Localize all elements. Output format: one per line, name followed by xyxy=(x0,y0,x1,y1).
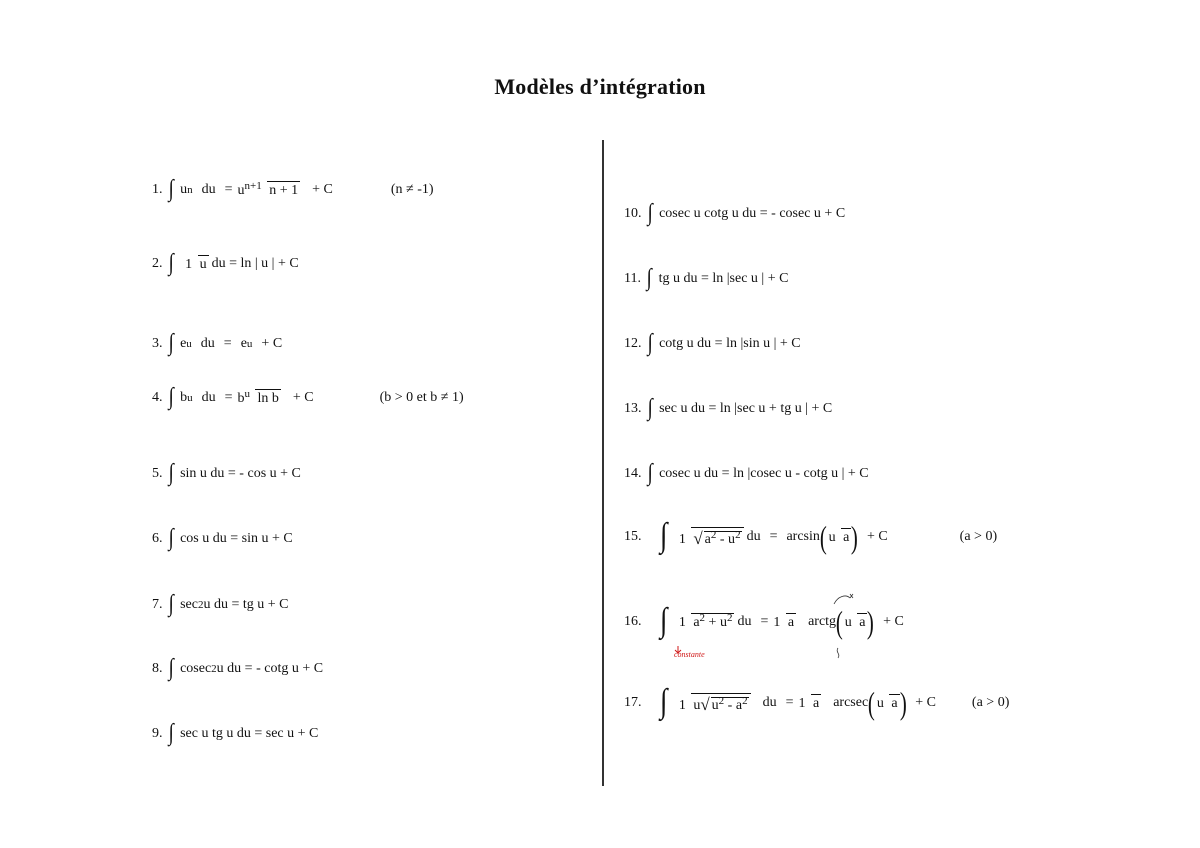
exponent: 2 xyxy=(718,694,725,707)
formula-7: 7. ∫ sec 2 u du = tg u + C xyxy=(152,591,289,617)
term: e xyxy=(180,336,187,351)
expression: sec u du = ln |sec u + tg u | + C xyxy=(659,401,833,416)
numerator: 1 xyxy=(678,697,686,713)
term: b xyxy=(237,391,245,406)
integral-sign: ∫ xyxy=(168,525,174,551)
formula-number: 4. xyxy=(152,390,163,405)
exponent: 2 xyxy=(710,528,717,541)
expression: tg u du = ln |sec u | + C xyxy=(658,271,789,286)
integral-sign: ∫ xyxy=(168,250,174,276)
formula-13 xyxy=(624,397,832,421)
formula-5 xyxy=(152,462,301,486)
formula-4: 4. ∫ b u du = $b^u$ ln b + C (b > 0 et b ≠ 1) xyxy=(152,384,464,410)
differential: du xyxy=(737,614,752,629)
expression: cos u du = sin u + C xyxy=(180,531,293,546)
fraction xyxy=(875,694,900,712)
denominator: u xyxy=(199,257,207,272)
denominator: a xyxy=(812,696,820,711)
integral-sign: ∫ xyxy=(646,265,652,291)
denominator: n + 1 xyxy=(269,183,299,198)
exponent: 2 xyxy=(726,612,733,624)
formula-16: 16. ∫ 1 $a^2 + u^2$ du = 1 a arctg ( u a ) + C xyxy=(624,602,904,640)
function-name: arcsec xyxy=(833,695,869,710)
formula-3: 3. ∫ e u du = e u + C xyxy=(152,330,283,356)
condition: (b > 0 et b ≠ 1) xyxy=(379,390,464,405)
formula-number: 10. xyxy=(624,206,642,221)
term: e xyxy=(240,336,247,351)
integral-sign: ∫ xyxy=(659,683,667,720)
integral-sign: ∫ xyxy=(659,602,667,639)
term: cosec xyxy=(180,661,212,676)
term: b xyxy=(180,390,188,405)
formula-12 xyxy=(624,332,801,356)
exponent: 2 xyxy=(742,694,748,707)
formula-number: 17. xyxy=(624,695,642,710)
handwritten-note: constante xyxy=(674,650,705,659)
denominator: ln b xyxy=(257,391,279,406)
integral-sign: ∫ xyxy=(168,460,174,486)
fraction xyxy=(677,613,735,631)
numerator: 1 xyxy=(678,531,686,547)
integral-sign: ∫ xyxy=(168,655,174,681)
function-name: arctg xyxy=(808,614,837,629)
square-root: √ $u^2 - a^2$ xyxy=(700,694,748,714)
constant: + C xyxy=(312,182,333,197)
integral-sign: ∫ xyxy=(647,200,653,226)
exponent: 2 xyxy=(699,612,706,624)
differential: du xyxy=(201,182,216,197)
denominator: a xyxy=(787,615,795,630)
numerator: 1 xyxy=(185,257,193,272)
formula-number: 16. xyxy=(624,614,642,629)
equals: = xyxy=(769,529,778,544)
exponent: n+1 xyxy=(244,180,262,192)
denominator: a xyxy=(859,615,866,630)
denominator: a xyxy=(843,530,850,545)
column-divider xyxy=(602,140,604,786)
expression: cosec u du = ln |cosec u - cotg u | + C xyxy=(659,466,869,481)
equals: = xyxy=(785,695,794,710)
formula-number: 14. xyxy=(624,466,642,481)
equals: = xyxy=(223,336,232,351)
integral-sign: ∫ xyxy=(168,330,174,356)
handwritten-mark-icon xyxy=(830,592,860,667)
term: u xyxy=(693,697,701,713)
coefficient-fraction xyxy=(796,694,821,712)
formula-1: 1. ∫ u n du = $u^{n+1}$ n + 1 + C (n ≠ -1) xyxy=(152,176,434,202)
fraction xyxy=(677,693,751,714)
coefficient-fraction xyxy=(771,613,796,631)
term: a xyxy=(693,615,700,630)
term: u xyxy=(237,183,245,198)
formula-17: 17. ∫ 1 u√ $u^2 - a^2$ du = 1 a arcsec ( u a ) + C (a > 0) xyxy=(624,683,1010,721)
numerator: u xyxy=(828,530,836,545)
formula-number: 13. xyxy=(624,401,642,416)
constant: + C xyxy=(866,529,888,544)
term: - a xyxy=(724,697,743,713)
fraction xyxy=(183,255,209,273)
condition: (a > 0) xyxy=(959,529,998,544)
fraction xyxy=(235,181,300,199)
expression: sin u du = - cos u + C xyxy=(180,466,301,481)
differential: du xyxy=(200,336,215,351)
fraction xyxy=(235,389,280,407)
condition: (n ≠ -1) xyxy=(390,182,434,197)
square-root: √ $a^2 - u^2$ xyxy=(693,528,741,548)
formula-number: 6. xyxy=(152,531,163,546)
expression: cosec u cotg u du = - cosec u + C xyxy=(659,206,846,221)
integral-sign: ∫ xyxy=(647,330,653,356)
page-title: Modèles d’intégration xyxy=(494,74,706,99)
formula-number: 12. xyxy=(624,336,642,351)
exponent: 2 xyxy=(735,528,741,541)
term: u xyxy=(180,182,188,197)
formula-2 xyxy=(152,252,299,276)
denominator: a xyxy=(891,696,898,711)
integral-sign: ∫ xyxy=(168,720,174,746)
numerator: u xyxy=(876,696,884,711)
formula-number: 8. xyxy=(152,661,163,676)
integral-sign: ∫ xyxy=(647,460,653,486)
term: u xyxy=(711,697,719,713)
constant: + C xyxy=(261,336,283,351)
differential: du xyxy=(201,390,216,405)
term: + u xyxy=(705,615,727,630)
term: a xyxy=(704,531,711,547)
formula-14 xyxy=(624,462,869,486)
equals: = xyxy=(224,390,233,405)
equals: = xyxy=(224,182,233,197)
formula-number: 1. xyxy=(152,182,163,197)
formula-11 xyxy=(624,267,788,291)
constant: + C xyxy=(292,390,314,405)
term: sec xyxy=(180,597,198,612)
formula-number: 15. xyxy=(624,529,642,544)
constant: + C xyxy=(883,614,904,629)
integral-sign: ∫ xyxy=(647,395,653,421)
expression: cotg u du = ln |sin u | + C xyxy=(659,336,801,351)
formula-number: 9. xyxy=(152,726,163,741)
formula-8: 8. ∫ cosec 2 u du = - cotg u + C xyxy=(152,655,324,681)
formula-15: 15. ∫ 1 √ $a^2 - u^2$ du = arcsin ( u a ) + C (a > 0) xyxy=(624,517,998,555)
differential: du xyxy=(762,695,777,710)
expression: du = ln | u | + C xyxy=(211,256,299,271)
expression: sec u tg u du = sec u + C xyxy=(180,726,319,741)
integral-sign: ∫ xyxy=(168,176,174,202)
formula-10 xyxy=(624,202,845,226)
formula-number: 2. xyxy=(152,256,163,271)
differential: du xyxy=(746,529,761,544)
expression: u du = tg u + C xyxy=(203,597,289,612)
formula-6 xyxy=(152,527,293,551)
function-name: arcsin xyxy=(786,529,820,544)
integral-sign: ∫ xyxy=(659,517,667,554)
numerator: 1 xyxy=(798,696,806,711)
formula-number: 3. xyxy=(152,336,163,351)
formula-number: 11. xyxy=(624,271,641,286)
exponent: u xyxy=(244,388,250,400)
constant: + C xyxy=(915,695,936,710)
equals: = xyxy=(760,614,769,629)
numerator: 1 xyxy=(773,615,781,630)
numerator: u xyxy=(844,615,852,630)
formula-9 xyxy=(152,722,318,746)
term: - u xyxy=(716,531,736,547)
formula-number: 5. xyxy=(152,466,163,481)
integral-sign: ∫ xyxy=(168,384,174,410)
fraction xyxy=(677,527,744,548)
expression: u du = - cotg u + C xyxy=(216,661,324,676)
numerator: 1 xyxy=(678,615,686,630)
condition: (a > 0) xyxy=(971,695,1010,710)
formula-number: 7. xyxy=(152,597,163,612)
integral-sign: ∫ xyxy=(168,591,174,617)
fraction xyxy=(827,528,852,546)
